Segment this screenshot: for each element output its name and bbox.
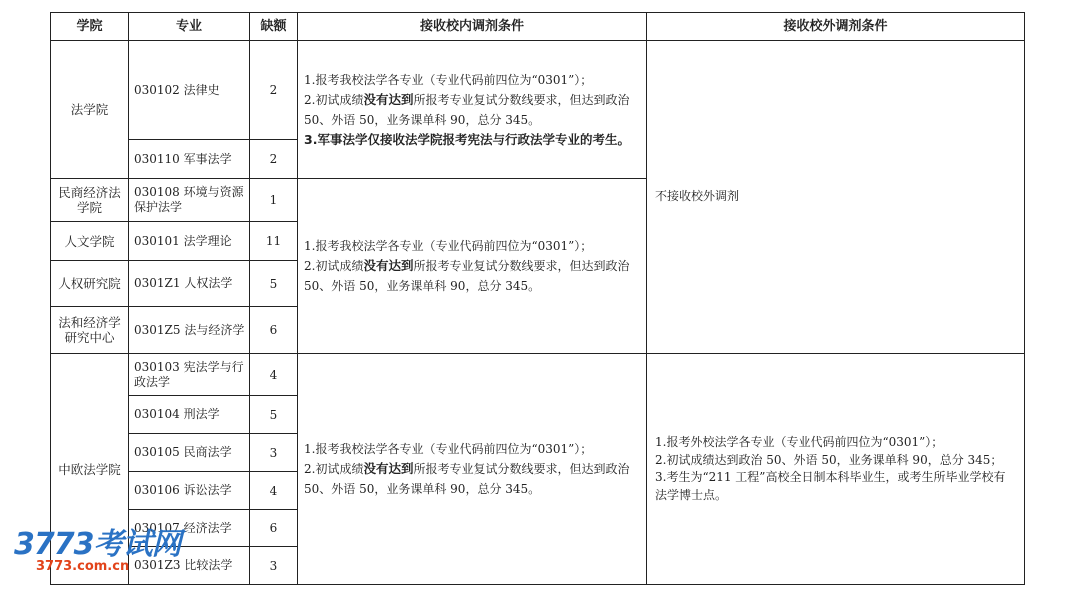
major-cell: 030108 环境与资源保护法学 [129, 179, 250, 222]
major-cell: 030105 民商法学 [129, 434, 250, 472]
college-cell: 法学院 [51, 41, 129, 179]
quota-cell: 4 [250, 472, 298, 510]
watermark-url: 3773.com.cn [36, 559, 130, 574]
quota-cell: 2 [250, 41, 298, 140]
major-cell: 0301Z3 比较法学 [129, 547, 250, 585]
quota-cell: 2 [250, 140, 298, 179]
quota-cell: 3 [250, 434, 298, 472]
condition-line: 2.初试成绩没有达到所报考专业复试分数线要求，但达到政治 50、外语 50，业务课单科 90，总分 345。 [304, 258, 630, 293]
quota-cell: 6 [250, 307, 298, 354]
quota-cell: 5 [250, 396, 298, 434]
major-cell: 030102 法律史 [129, 41, 250, 140]
major-cell: 0301Z1 人权法学 [129, 261, 250, 307]
header-internal-conditions: 接收校内调剂条件 [298, 13, 647, 41]
quota-cell: 1 [250, 179, 298, 222]
quota-cell: 6 [250, 510, 298, 547]
table-row [51, 354, 1025, 396]
internal-conditions-group-1 [298, 41, 647, 179]
internal-conditions-group-3 [298, 354, 647, 585]
college-cell: 中欧法学院 [51, 354, 129, 585]
adjustment-table [50, 12, 1025, 585]
header-external-conditions: 接收校外调剂条件 [647, 13, 1025, 41]
internal-conditions-group-2 [298, 179, 647, 354]
header-major: 专业 [129, 13, 250, 41]
header-quota: 缺额 [250, 13, 298, 41]
watermark-title: 3773考试网 [14, 527, 181, 562]
major-cell: 030106 诉讼法学 [129, 472, 250, 510]
condition-line: 1.报考我校法学各专业（专业代码前四位为“0301”）； [304, 72, 593, 87]
condition-line: 2.初试成绩没有达到所报考专业复试分数线要求，但达到政治 50、外语 50，业务课单科 90，总分 345。 [304, 91, 630, 127]
condition-line: 3.军事法学仅接收法学院报考宪法与行政法学专业的考生。 [304, 131, 630, 147]
college-cell: 人文学院 [51, 222, 129, 261]
quota-cell: 5 [250, 261, 298, 307]
major-cell: 0301Z5 法与经济学 [129, 307, 250, 354]
condition-line: 1.报考我校法学各专业（专业代码前四位为“0301”）； [304, 239, 593, 253]
major-cell: 030107 经济法学 [129, 510, 250, 547]
header-college: 学院 [51, 13, 129, 41]
condition-line: 1.报考我校法学各专业（专业代码前四位为“0301”）； [304, 442, 593, 456]
major-cell: 030104 刑法学 [129, 396, 250, 434]
condition-line: 2.初试成绩没有达到所报考专业复试分数线要求，但达到政治 50、外语 50，业务课单科 90，总分 345。 [304, 461, 630, 496]
college-cell: 法和经济学研究中心 [51, 307, 129, 354]
external-conditions-group-2 [647, 354, 1025, 585]
quota-cell: 4 [250, 354, 298, 396]
condition-line: 3.考生为“211 工程”高校全日制本科毕业生，或考生所毕业学校有法学博士点。 [655, 470, 1006, 502]
external-conditions-group-1: 不接收校外调剂 [647, 41, 1025, 354]
quota-cell: 3 [250, 547, 298, 585]
quota-cell: 11 [250, 222, 298, 261]
major-cell: 030103 宪法学与行政法学 [129, 354, 250, 396]
major-cell: 030101 法学理论 [129, 222, 250, 261]
condition-line: 1.报考外校法学各专业（专业代码前四位为“0301”）； [655, 435, 944, 449]
major-cell: 030110 军事法学 [129, 140, 250, 179]
table-row [51, 41, 1025, 140]
condition-line: 2.初试成绩达到政治 50、外语 50，业务课单科 90，总分 345； [655, 452, 1003, 467]
college-cell: 人权研究院 [51, 261, 129, 307]
table-header-row [51, 13, 1025, 41]
college-cell: 民商经济法学院 [51, 179, 129, 222]
